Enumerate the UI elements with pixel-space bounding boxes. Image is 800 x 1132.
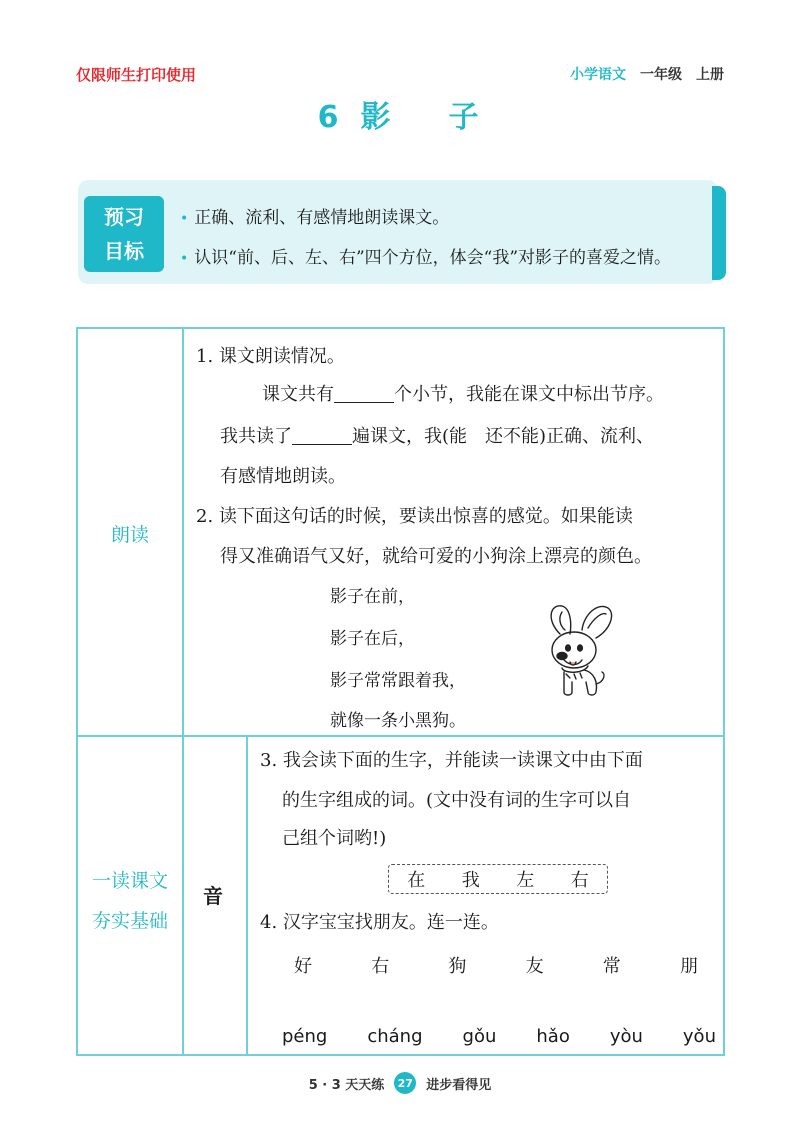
section-reading-label: 朗读 — [110, 524, 149, 546]
new-characters-box — [388, 864, 608, 894]
match-pinyin[interactable]: gǒu — [462, 1026, 497, 1047]
page-footer — [0, 1072, 800, 1094]
bullet-icon: • — [180, 211, 189, 227]
table-divider — [182, 327, 184, 1056]
bullet-icon: • — [180, 251, 189, 267]
lesson-title — [0, 92, 800, 136]
match-characters-row — [260, 952, 720, 978]
goal-item: • 认识“前、后、左、右”四个方位，体会“我”对影子的喜爱之情。 — [180, 248, 672, 268]
section-basics-label-1: 一读课文 — [91, 870, 168, 892]
poem-line: 影子常常跟着我， — [330, 671, 466, 691]
q3-line-1: 3. 我会读下面的生字，并能读一读课文中由下面 — [260, 750, 643, 771]
subject-label: 小学语文 — [570, 67, 626, 83]
lesson-title-char-1: 影 — [360, 100, 395, 135]
q1-title: 1. 课文朗读情况。 — [196, 346, 345, 367]
footer-slogan: 进步看得见 — [426, 1077, 492, 1093]
grade-label: 一年级 — [640, 67, 682, 83]
match-pinyin[interactable]: péng — [282, 1026, 328, 1047]
preview-goals-tag — [84, 196, 164, 272]
preview-goals-box — [78, 180, 718, 284]
match-pinyin[interactable]: yòu — [609, 1026, 643, 1047]
q3-line-2: 的生字组成的词。(文中没有词的生字可以自 — [282, 790, 632, 811]
character: 在 — [407, 870, 426, 891]
q2-line-1: 2. 读下面这句话的时候，要读出惊喜的感觉。如果能读 — [196, 506, 633, 527]
poem-line: 就像一条小黑狗。 — [330, 711, 466, 731]
goal-tag-line-1: 预习 — [104, 205, 144, 229]
match-character[interactable]: 朋 — [679, 956, 698, 977]
lesson-title-char-2: 子 — [448, 100, 483, 135]
match-pinyin-row — [260, 1026, 720, 1047]
page-number-badge: 27 — [394, 1072, 416, 1094]
q2-line-2: 得又准确语气又好，就给可爱的小狗涂上漂亮的颜色。 — [220, 546, 652, 567]
match-character[interactable]: 狗 — [448, 956, 467, 977]
q3-line-3: 己组个词哟!) — [282, 828, 387, 849]
q4-title: 4. 汉字宝宝找朋友。连一连。 — [260, 912, 499, 933]
match-character[interactable]: 友 — [525, 956, 544, 977]
goal-item: • 正确、流利、有感情地朗读课文。 — [180, 208, 450, 228]
answer-blank[interactable] — [292, 427, 352, 445]
character: 左 — [516, 870, 535, 891]
q1-line-1: 课文共有 个小节，我能在课文中标出节序。 — [262, 384, 664, 405]
print-note: 仅限师生打印使用 — [76, 66, 197, 84]
book-info — [570, 64, 724, 84]
table-divider — [76, 735, 725, 737]
match-character[interactable]: 右 — [371, 956, 390, 977]
lesson-number: 6 — [317, 100, 343, 135]
poem-line: 影子在后， — [330, 629, 415, 649]
goal-tag-line-2: 目标 — [104, 239, 144, 263]
match-character[interactable]: 好 — [294, 956, 312, 977]
character: 我 — [461, 870, 480, 891]
footer-series: 5 · 3 天天练 — [308, 1077, 385, 1093]
match-character[interactable]: 常 — [602, 956, 621, 977]
q1-line-2: 我共读了 遍课文，我(能 还不能)正确、流利、 — [220, 426, 655, 447]
match-pinyin[interactable]: hǎo — [536, 1026, 570, 1047]
puppy-drawing[interactable] — [540, 600, 620, 704]
match-pinyin[interactable]: yǒu — [682, 1026, 716, 1047]
match-pinyin[interactable]: cháng — [367, 1026, 423, 1047]
answer-blank[interactable] — [334, 385, 394, 403]
character: 右 — [570, 870, 589, 891]
volume-label: 上册 — [696, 67, 724, 83]
section-basics-label-2: 夯实基础 — [91, 910, 168, 932]
q1-line-3: 有感情地朗读。 — [220, 466, 346, 487]
table-divider — [246, 736, 248, 1056]
poem-line: 影子在前， — [330, 587, 415, 607]
preview-goals-edge — [712, 186, 726, 280]
sound-label: 音 — [203, 884, 223, 908]
